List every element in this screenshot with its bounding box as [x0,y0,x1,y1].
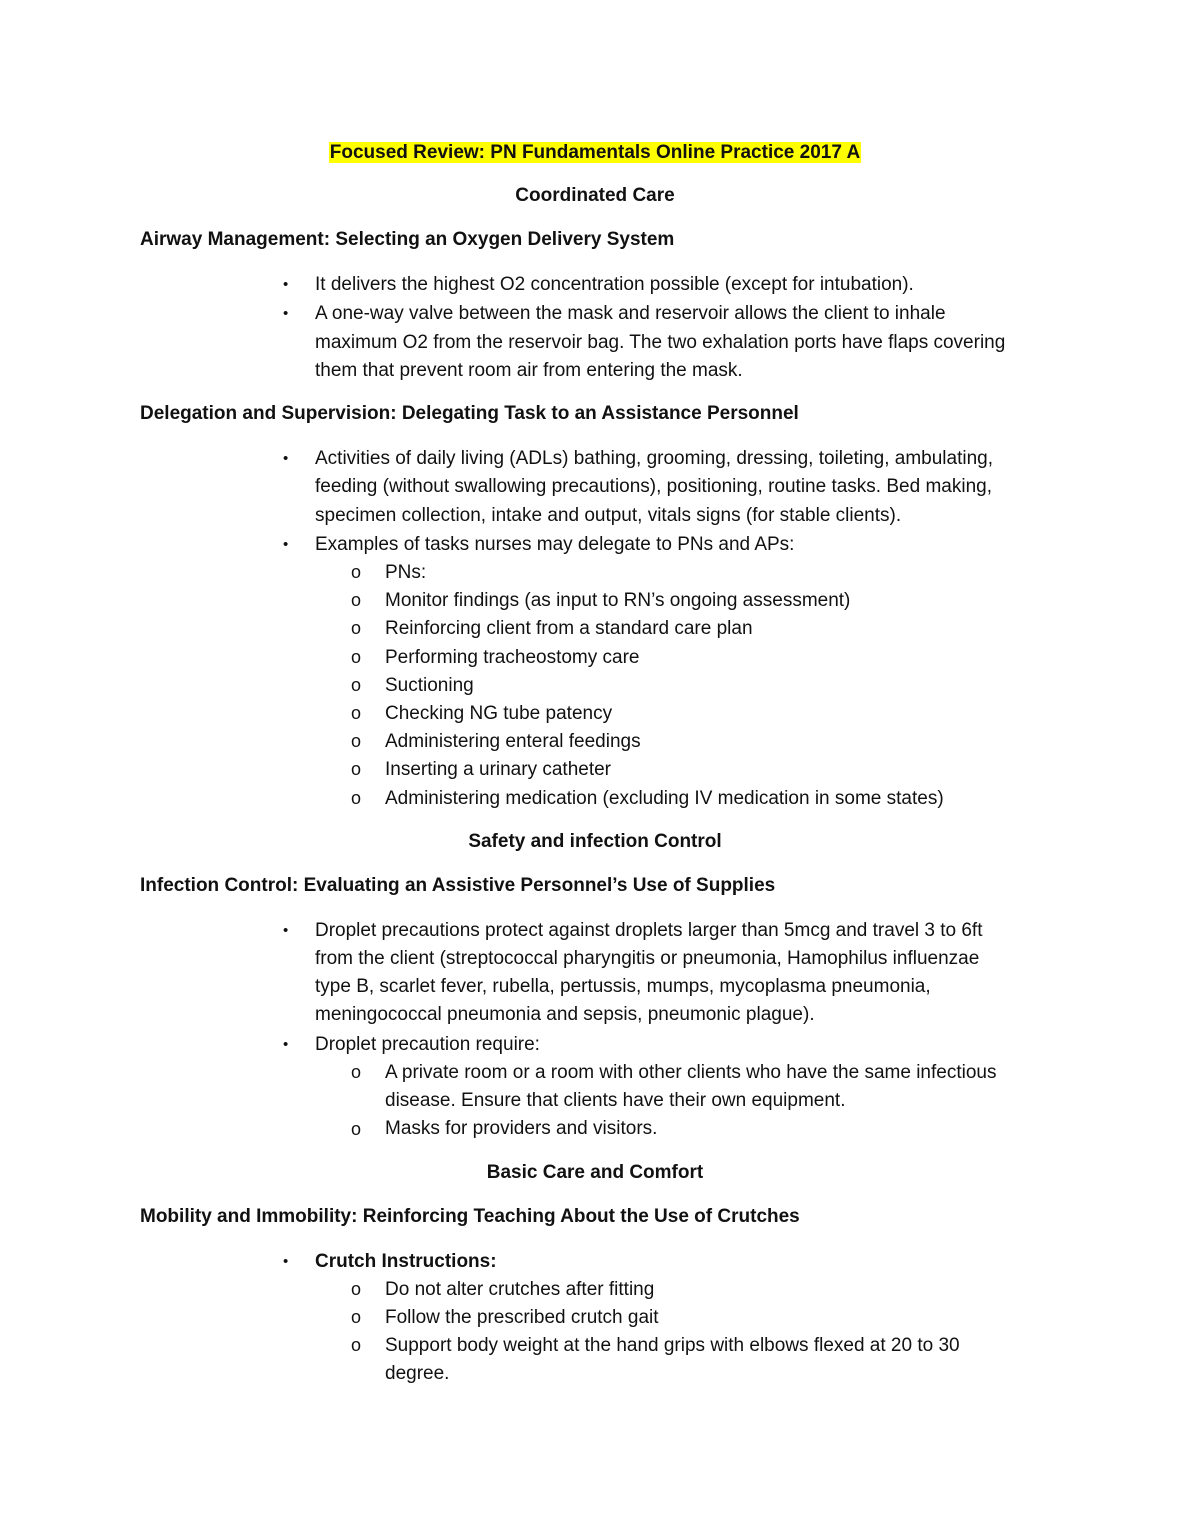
bullet-text: from the client (streptococcal pharyngitis or pneumonia, Hamophilus influenzae [315,948,980,969]
bullet-text: maximum O2 from the reservoir bag. The two exhalation ports have flaps covering [315,332,1006,353]
sub-bullet-marker: o [351,1062,362,1082]
section-heading: Safety and infection Control [468,831,722,852]
sub-bullet-marker: o [351,562,362,582]
sub-bullet-marker: o [351,590,362,610]
sub-bullet-text: PNs: [385,562,427,583]
sub-bullet-marker: o [351,1307,362,1327]
sub-bullet-marker: o [351,1335,362,1355]
sub-bullet-marker: o [351,703,362,723]
sub-bullet-marker: o [351,759,362,779]
bullet-text: meningococcal pneumonia and sepsis, pneumonic plague). [315,1004,815,1025]
sub-bullet-text: disease. Ensure that clients have their own equipment. [385,1090,846,1111]
topic-heading: Mobility and Immobility: Reinforcing Teaching About the Use of Crutches [140,1206,800,1227]
bullet-text: It delivers the highest O2 concentration possible (except for intubation). [315,274,914,295]
bullet-marker: • [283,1036,289,1053]
sub-bullet-marker: o [351,1119,362,1139]
section-heading: Coordinated Care [515,185,675,206]
sub-bullet-marker: o [351,647,362,667]
sub-bullet-text: A private room or a room with other clients who have the same infectious [385,1062,997,1083]
sub-bullet-text: Administering medication (excluding IV medication in some states) [385,788,944,809]
sub-bullet-marker: o [351,731,362,751]
sub-bullet-text: Suctioning [385,675,474,696]
bullet-text: A one-way valve between the mask and reservoir allows the client to inhale [315,303,946,324]
sub-bullet-text: Reinforcing client from a standard care plan [385,618,753,639]
document-title [0,139,1190,167]
bullet-marker: • [283,450,289,467]
bullet-text: type B, scarlet fever, rubella, pertussis, mumps, mycoplasma pneumonia, [315,976,931,997]
bullet-text: Examples of tasks nurses may delegate to PNs and APs: [315,534,795,555]
bullet-text: Activities of daily living (ADLs) bathing, grooming, dressing, toileting, ambulating, [315,448,993,469]
sub-bullet-text: Performing tracheostomy care [385,647,640,668]
sub-bullet-text: Do not alter crutches after fitting [385,1279,655,1300]
sub-bullet-marker: o [351,1279,362,1299]
title-highlight: Focused Review: PN Fundamentals Online Practice 2017 A [329,142,861,163]
sub-bullet-marker: o [351,618,362,638]
sub-bullet-text: Monitor findings (as input to RN’s ongoing assessment) [385,590,851,611]
sub-bullet-text: Checking NG tube patency [385,703,613,724]
bullet-text: them that prevent room air from entering the mask. [315,360,743,381]
bullet-text: Droplet precautions protect against droplets larger than 5mcg and travel 3 to 6ft [315,920,983,941]
sub-bullet-text: Masks for providers and visitors. [385,1118,658,1139]
topic-heading: Infection Control: Evaluating an Assistive Personnel’s Use of Supplies [140,875,776,896]
bullet-marker: • [283,1253,289,1270]
sub-bullet-text: Administering enteral feedings [385,731,641,752]
sub-bullet-text: Support body weight at the hand grips with elbows flexed at 20 to 30 [385,1335,960,1356]
topic-heading: Delegation and Supervision: Delegating Task to an Assistance Personnel [140,403,799,424]
sub-bullet-marker: o [351,675,362,695]
bullet-text: feeding (without swallowing precautions), positioning, routine tasks. Bed making, [315,476,992,497]
sub-bullet-text: Follow the prescribed crutch gait [385,1307,659,1328]
bullet-marker: • [283,536,289,553]
bullet-text: Droplet precaution require: [315,1034,540,1055]
bullet-text: specimen collection, intake and output, vitals signs (for stable clients). [315,505,902,526]
bullet-text: Crutch Instructions: [315,1251,497,1272]
sub-bullet-text: Inserting a urinary catheter [385,759,612,780]
section-heading: Basic Care and Comfort [486,1162,704,1183]
bullet-marker: • [283,276,289,293]
bullet-marker: • [283,305,289,322]
topic-heading: Airway Management: Selecting an Oxygen Delivery System [140,229,675,250]
sub-bullet-marker: o [351,788,362,808]
bullet-marker: • [283,922,289,939]
sub-bullet-text: degree. [385,1363,450,1384]
